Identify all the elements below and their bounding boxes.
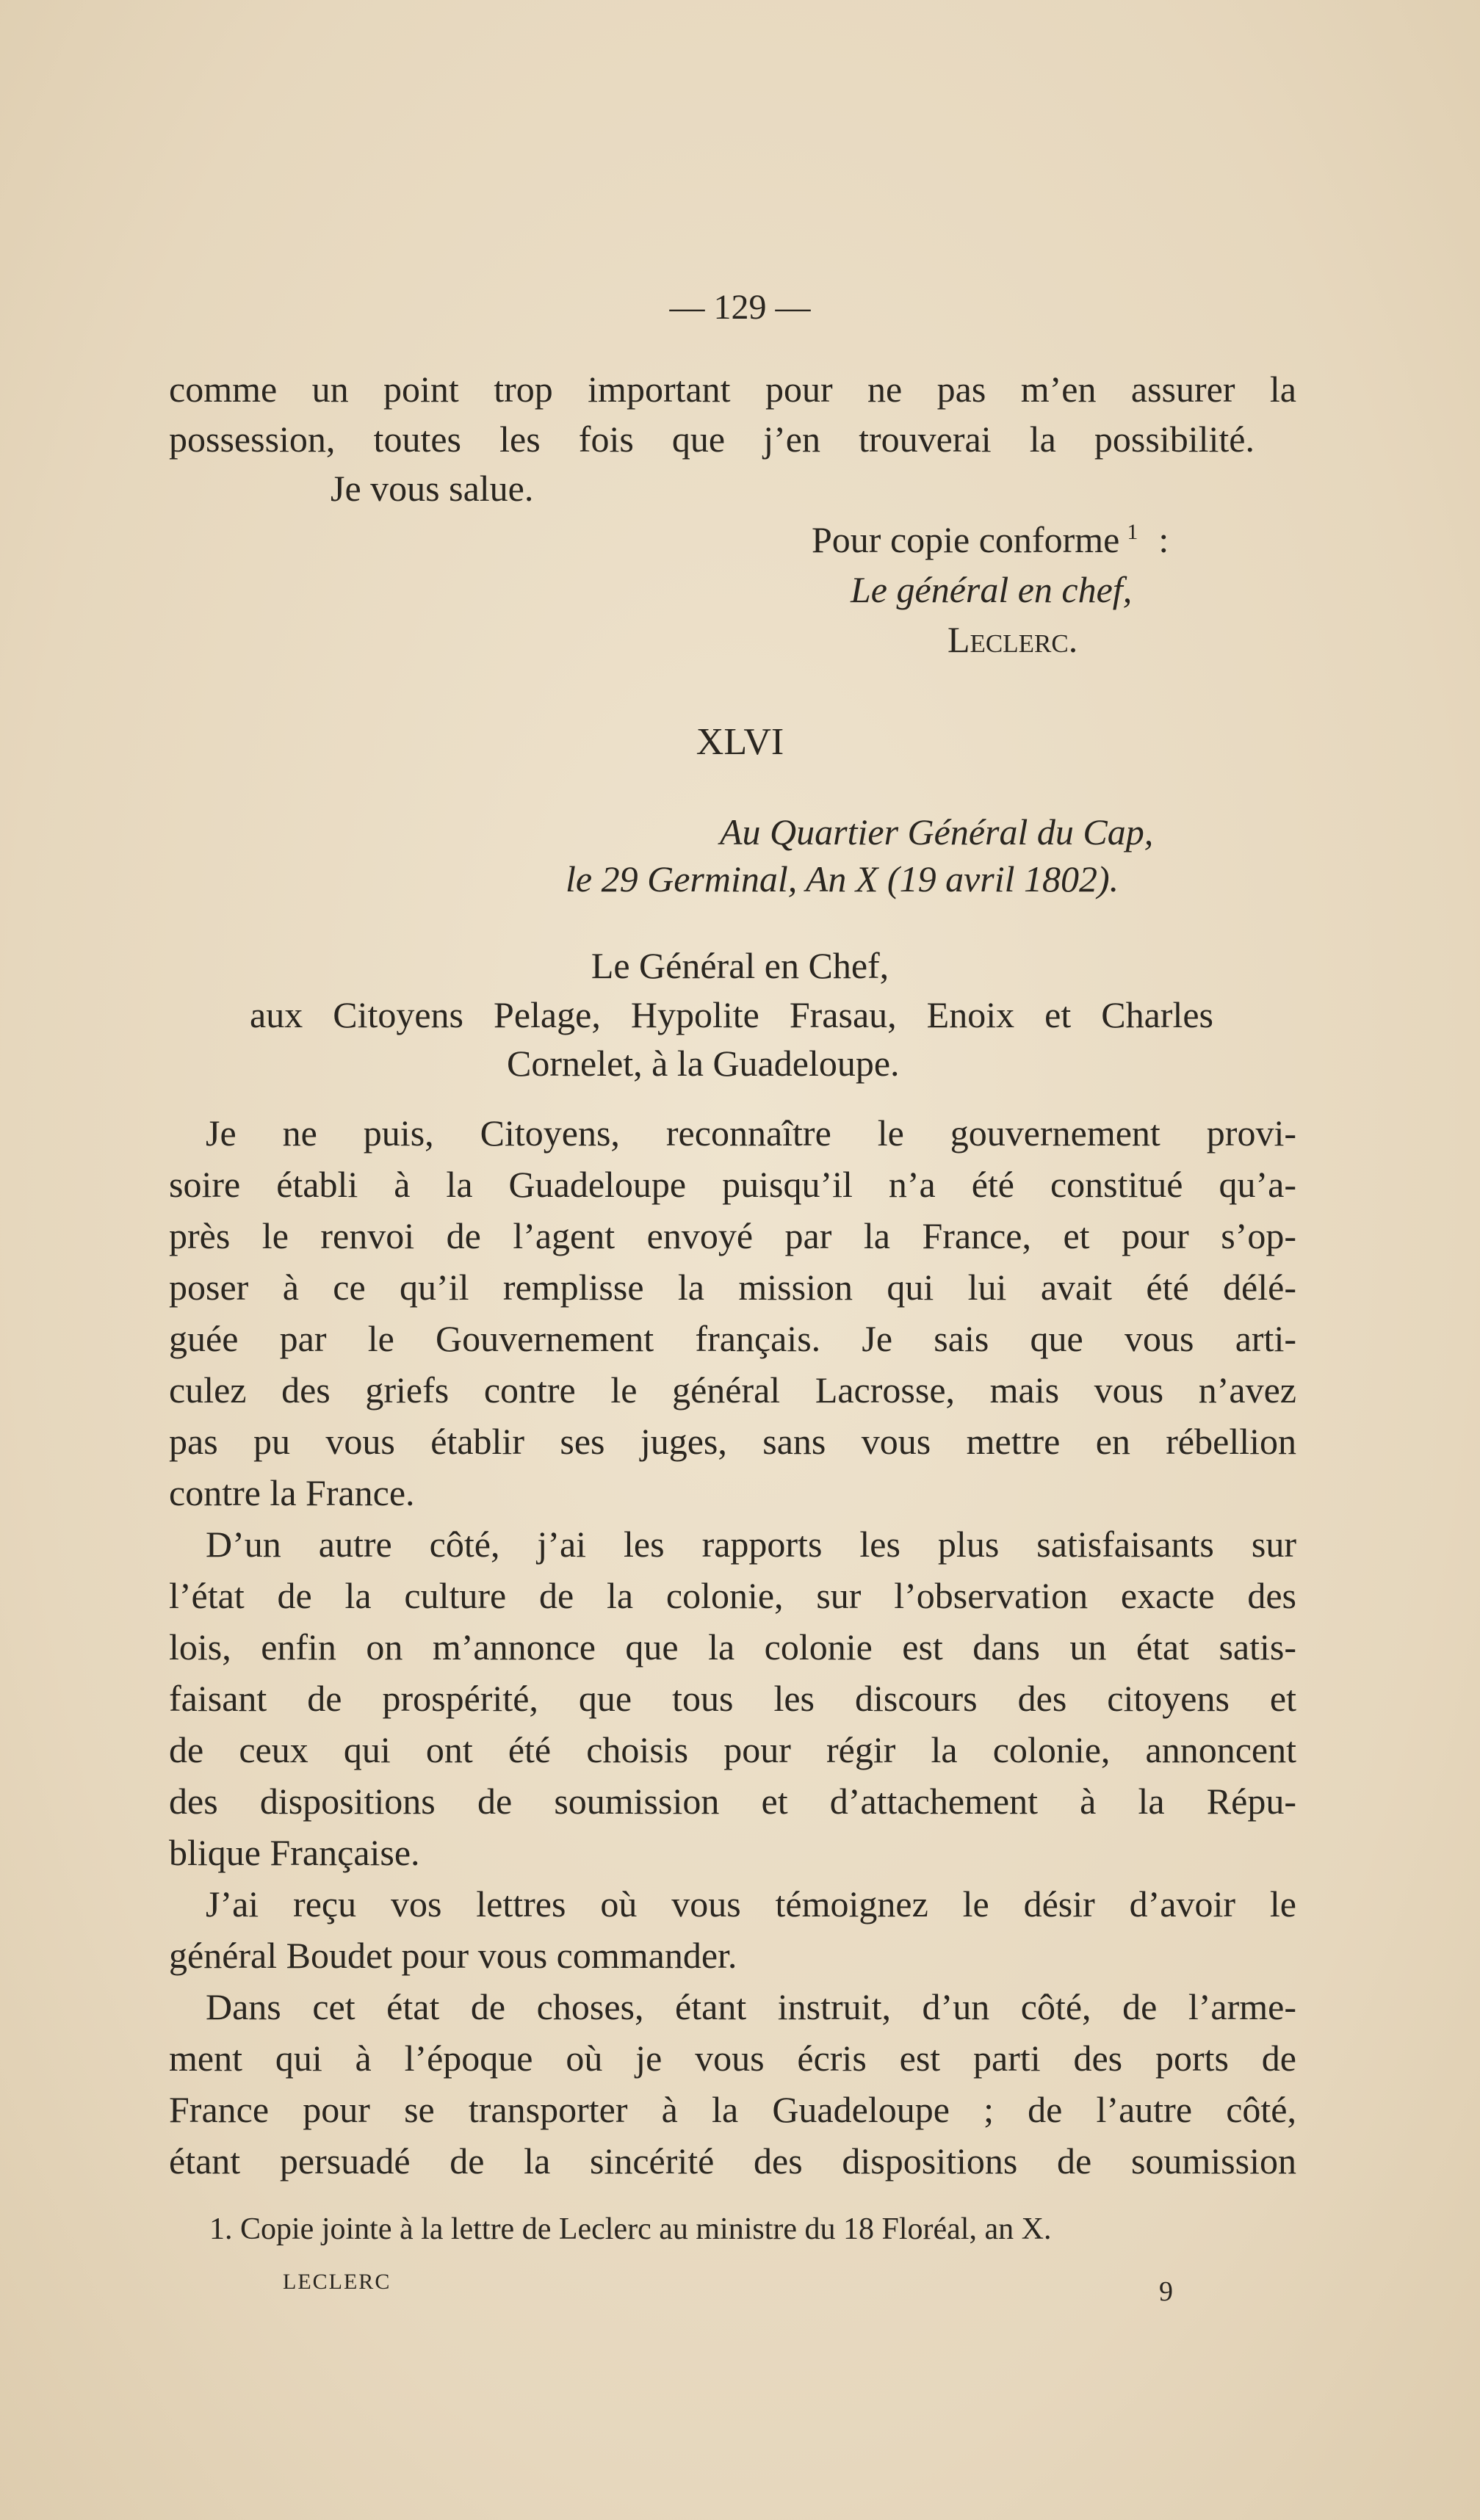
body-line: près le renvoi de l’agent envoyé par la France, et pour s’op-	[169, 1215, 1296, 1256]
body-line: D’un autre côté, j’ai les rapports les plus satisfaisants sur	[206, 1524, 1296, 1565]
page-number: — 129 —	[669, 288, 811, 327]
body-line: de ceux qui ont été choisis pour régir la colonie, annoncent	[169, 1729, 1296, 1770]
body-line: l’état de la culture de la colonie, sur l’observation exacte des	[169, 1575, 1296, 1616]
letter-number: XLVI	[696, 721, 784, 763]
body-line: soire établi à la Guadeloupe puisqu’il n’a été constitué qu’a-	[169, 1164, 1296, 1205]
footnote: 1. Copie jointe à la lettre de Leclerc au ministre du 18 Floréal, an X.	[209, 2212, 1052, 2246]
letter-place: Au Quartier Général du Cap,	[720, 811, 1154, 852]
letter-date: le 29 Germinal, An X (19 avril 1802).	[566, 858, 1119, 899]
closing-signature: Leclerc.	[947, 619, 1078, 660]
text-line: possession, toutes les fois que j’en trouverai la possibilité.	[169, 419, 1255, 460]
copy-conforme	[812, 521, 1169, 558]
body-line: poser à ce qu’il remplisse la mission qui lui avait été délé-	[169, 1267, 1296, 1308]
salutation: Je vous salue.	[331, 468, 534, 509]
text-line: comme un point trop important pour ne pas m’en assurer la	[169, 369, 1296, 410]
body-line: culez des griefs contre le général Lacrosse, mais vous n’avez	[169, 1369, 1296, 1411]
body-line: faisant de prospérité, que tous les discours des citoyens et	[169, 1678, 1296, 1719]
signature-number: 9	[1159, 2276, 1173, 2307]
body-line: contre la France.	[169, 1472, 415, 1513]
letter-to: aux Citoyens Pelage, Hypolite Frasau, Enoix et Charles	[250, 994, 1213, 1035]
colon: :	[1158, 519, 1169, 560]
body-line: général Boudet pour vous commander.	[169, 1935, 737, 1976]
body-line: France pour se transporter à la Guadeloupe ; de l’autre côté,	[169, 2089, 1296, 2130]
closing-title: Le général en chef,	[851, 569, 1133, 610]
body-line: Je ne puis, Citoyens, reconnaître le gouvernement provi-	[206, 1112, 1296, 1154]
body-line: lois, enfin on m’annonce que la colonie est dans un état satis-	[169, 1626, 1296, 1668]
body-line: étant persuadé de la sincérité des dispositions de soumission	[169, 2140, 1296, 2182]
body-line: Dans cet état de choses, étant instruit, d’un côté, de l’arme-	[206, 1986, 1296, 2027]
body-line: pas pu vous établir ses juges, sans vous mettre en rébellion	[169, 1421, 1296, 1462]
copy-line: Pour copie conforme	[812, 519, 1120, 560]
body-line: guée par le Gouvernement français. Je sais que vous arti-	[169, 1318, 1296, 1359]
letter-to: Cornelet, à la Guadeloupe.	[507, 1043, 900, 1084]
footnote-mark: 1	[1127, 520, 1138, 545]
body-line: blique Française.	[169, 1832, 420, 1873]
signature-mark: LECLERC	[283, 2270, 391, 2294]
letter-from: Le Général en Chef,	[591, 945, 889, 986]
body-line: des dispositions de soumission et d’attachement à la Répu-	[169, 1781, 1296, 1822]
body-line: ment qui à l’époque où je vous écris est parti des ports de	[169, 2038, 1296, 2079]
body-line: J’ai reçu vos lettres où vous témoignez le désir d’avoir le	[206, 1883, 1296, 1925]
